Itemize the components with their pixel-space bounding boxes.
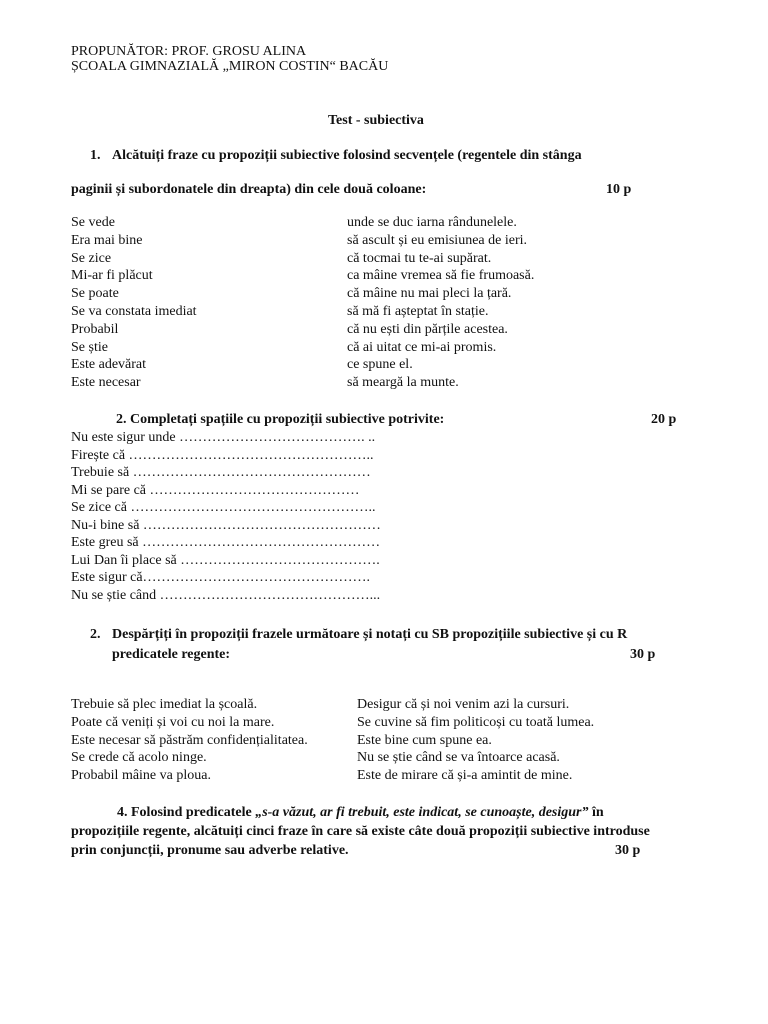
ex3-left-column: [71, 696, 308, 785]
fill-line: Nu se știe când ………………………………………...: [71, 587, 381, 603]
list-item: Este necesar: [71, 375, 141, 391]
list-item: că mâine nu mai pleci la țară.: [347, 286, 512, 302]
list-item: Poate că veniți și voi cu noi la mare.: [71, 714, 275, 730]
list-item: Se vede: [71, 215, 115, 230]
fill-line: Mi se pare că ………………………………………: [71, 482, 360, 498]
list-item: Se poate: [71, 286, 119, 302]
fill-line: Se zice că ……………………………………………..: [71, 500, 376, 515]
list-item: Se zice: [71, 250, 112, 266]
list-item: să mă fi așteptat în stație.: [347, 303, 489, 319]
list-item: Este adevărat: [71, 357, 147, 373]
ex1-instruction-line2: paginii și subordonatele din dreapta) din cele două coloane:: [71, 182, 427, 197]
ex4-prefix: 4. Folosind predicatele: [117, 805, 256, 820]
list-item: Trebuie să plec imediat la școală.: [71, 697, 258, 712]
fill-line: Este greu să ……………………………………………: [71, 535, 381, 550]
list-item: Este bine cum spune ea.: [357, 732, 492, 748]
ex3-number: 2.: [90, 627, 101, 642]
list-item: să meargă la munte.: [347, 375, 459, 391]
list-item: Era mai bine: [71, 232, 143, 248]
fill-line: Firește că ……………………………………………..: [71, 447, 374, 463]
school-line: ȘCOALA GIMNAZIALĂ „MIRON COSTIN“ BACĂU: [71, 59, 389, 74]
fill-line: Lui Dan îi place să …………………………………….: [71, 552, 380, 568]
list-item: Se va constata imediat: [71, 303, 197, 319]
list-item: Nu se știe când se va întoarce acasă.: [357, 750, 560, 766]
ex3-points: 30 p: [630, 647, 656, 662]
ex2-fill-lines: [71, 429, 381, 604]
list-item: Este necesar să păstrăm confidențialitatea.: [71, 732, 308, 748]
ex4-instruction-line1: [117, 804, 604, 821]
fill-line: Nu-i bine să ……………………………………………: [71, 517, 381, 533]
ex1-instruction-line1: Alcătuiți fraze cu propoziții subiective folosind secvențele (regentele din stânga: [112, 148, 582, 163]
ex2-points: 20 p: [651, 412, 677, 427]
list-item: Se știe: [71, 339, 108, 355]
list-item: că tocmai tu te-ai supărat.: [347, 250, 492, 266]
ex1-number: 1.: [90, 148, 101, 163]
list-item: să ascult și eu emisiunea de ieri.: [347, 232, 527, 248]
list-item: unde se duc iarna rândunelele.: [347, 215, 517, 230]
ex1-left-column: [71, 214, 197, 392]
fill-line: Este sigur că………………………………………….: [71, 570, 371, 585]
list-item: Mi-ar fi plăcut: [71, 268, 153, 284]
author-line: PROPUNĂTOR: PROF. GROSU ALINA: [71, 44, 307, 59]
ex4-instruction-line3: prin conjuncții, pronume sau adverbe relative.: [71, 843, 349, 858]
list-item: ce spune el.: [347, 357, 413, 373]
ex2-instruction: 2. Completați spațiile cu propoziții subiective potrivite:: [116, 412, 445, 427]
list-item: ca mâine vremea să fie frumoasă.: [347, 268, 535, 284]
list-item: Este de mirare că și-a amintit de mine.: [357, 768, 573, 784]
ex4-instruction-line2: propozițiile regente, alcătuiți cinci fraze în care să existe câte două propoziții subiective introduse: [71, 824, 650, 839]
ex3-right-column: [357, 696, 594, 785]
ex4-predicates: „s-a văzut, ar fi trebuit, este indicat, se cunoaște, desigur”: [255, 805, 589, 820]
fill-line: Nu este sigur unde …………………………………. ..: [71, 430, 376, 445]
list-item: Se crede că acolo ninge.: [71, 750, 207, 766]
ex1-points: 10 p: [606, 182, 632, 197]
fill-line: Trebuie să ……………………………………………: [71, 465, 371, 480]
ex4-suffix: în: [588, 805, 604, 820]
ex1-right-column: [347, 214, 534, 392]
list-item: Probabil: [71, 321, 119, 337]
list-item: că ai uitat ce mi-ai promis.: [347, 339, 497, 355]
ex3-instruction-line1: Despărțiți în propoziții frazele următoare și notați cu SB propozițiile subiective și cu R: [112, 627, 628, 642]
list-item: Probabil mâine va ploua.: [71, 768, 211, 784]
list-item: Se cuvine să fim politicoși cu toată lumea.: [357, 714, 595, 730]
ex4-points: 30 p: [615, 843, 641, 858]
list-item: Desigur că și noi venim azi la cursuri.: [357, 697, 570, 712]
page-title: Test - subiectiva: [328, 113, 424, 128]
list-item: că nu ești din părțile acestea.: [347, 321, 508, 337]
ex3-instruction-line2: predicatele regente:: [112, 647, 231, 662]
